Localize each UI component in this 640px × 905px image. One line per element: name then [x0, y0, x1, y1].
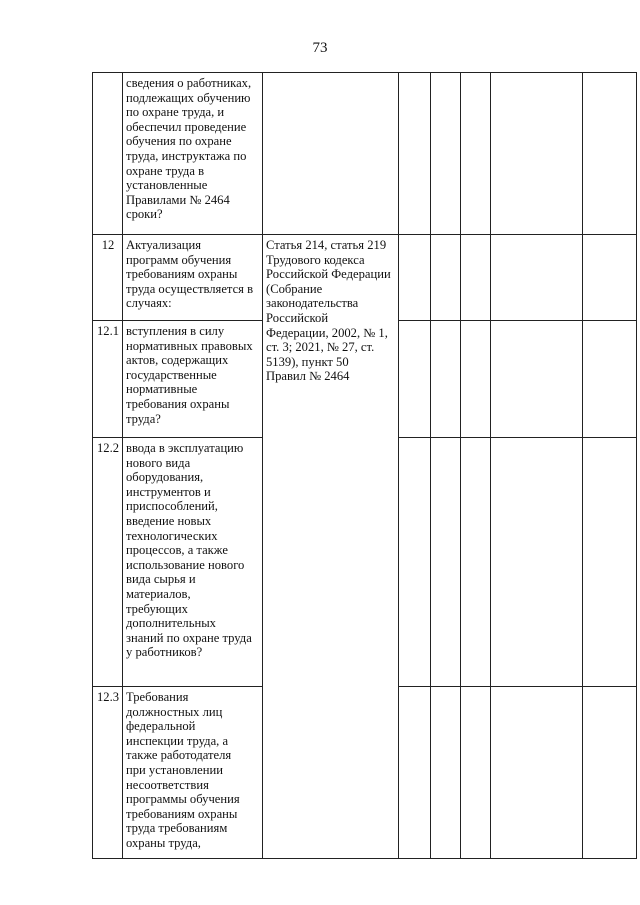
reference-details-cell	[491, 235, 583, 321]
question-text: Требования должностных лиц федеральной инспекции труда, а также работодателя при установлении несоответствия программы обучения требованиям охраны труда требованиям охраны труда,	[123, 687, 263, 859]
answer-no-cell	[431, 73, 461, 235]
answer-no-cell	[431, 235, 461, 321]
note-cell	[583, 73, 637, 235]
answer-yes-cell	[399, 687, 431, 859]
legal-reference: Статья 214, статья 219 Трудового кодекса Российской Федерации (Собрание законодательства Российской Федерации, 2002, № 1, ст. 3; 2021, № 27, ст. 5139), пункт 50 Правил № 2464	[263, 235, 399, 859]
question-text: Актуализация программ обучения требованиям охраны труда осуществляется в случаях:	[123, 235, 263, 321]
row-number	[93, 73, 123, 235]
question-text: ввода в эксплуатацию нового вида оборудования, инструментов и приспособлений, введение новых технологических процессов, а также использование нового вида сырья и материалов, требующих дополнительных знаний по охране труда у работников?	[123, 438, 263, 687]
answer-yes-cell	[399, 73, 431, 235]
answer-not-applicable-cell	[461, 235, 491, 321]
checklist-table	[92, 72, 637, 859]
answer-no-cell	[431, 687, 461, 859]
note-cell	[583, 321, 637, 438]
question-text: сведения о работниках, подлежащих обучению по охране труда, и обеспечил проведение обучения по охране труда, инструктажа по охране труда в установленные Правилами № 2464 сроки?	[123, 73, 263, 235]
answer-not-applicable-cell	[461, 73, 491, 235]
answer-yes-cell	[399, 438, 431, 687]
note-cell	[583, 687, 637, 859]
answer-not-applicable-cell	[461, 321, 491, 438]
answer-not-applicable-cell	[461, 438, 491, 687]
row-number: 12.2	[93, 438, 123, 687]
table-row	[93, 235, 637, 321]
table-row	[93, 73, 637, 235]
answer-no-cell	[431, 321, 461, 438]
reference-details-cell	[491, 687, 583, 859]
reference-details-cell	[491, 438, 583, 687]
note-cell	[583, 438, 637, 687]
answer-no-cell	[431, 438, 461, 687]
page-number: 73	[312, 40, 328, 56]
row-number: 12	[93, 235, 123, 321]
note-cell	[583, 235, 637, 321]
legal-reference-cell	[263, 73, 399, 235]
answer-not-applicable-cell	[461, 687, 491, 859]
reference-details-cell	[491, 73, 583, 235]
answer-yes-cell	[399, 235, 431, 321]
reference-details-cell	[491, 321, 583, 438]
row-number: 12.1	[93, 321, 123, 438]
question-text: вступления в силу нормативных правовых актов, содержащих государственные нормативные требования охраны труда?	[123, 321, 263, 438]
answer-yes-cell	[399, 321, 431, 438]
row-number: 12.3	[93, 687, 123, 859]
